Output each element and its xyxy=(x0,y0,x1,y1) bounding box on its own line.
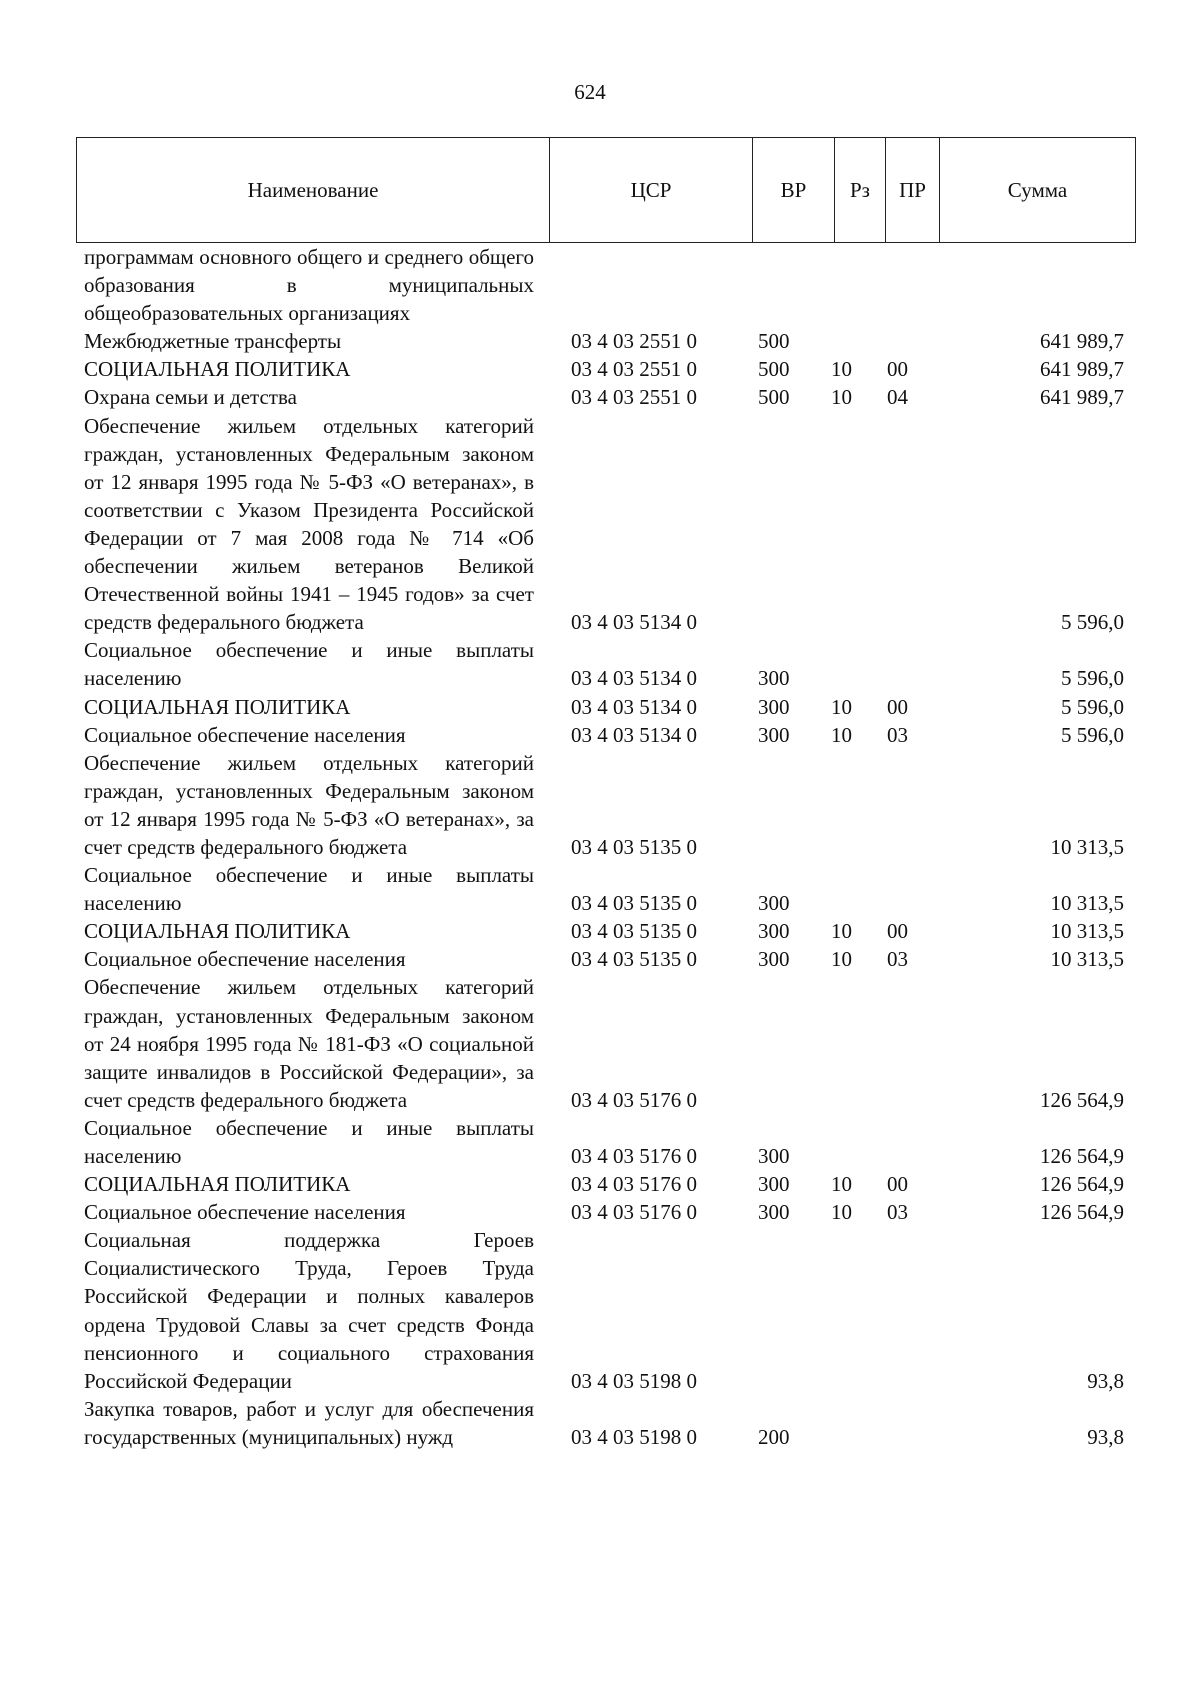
header-vr: ВР xyxy=(753,138,835,243)
row-name: Социальное обеспечение населения xyxy=(84,722,406,747)
row-sum: 5 596,0 xyxy=(1061,694,1124,719)
row-name: Социальное обеспечение и иные выплаты населению xyxy=(84,638,534,691)
row-sum: 5 596,0 xyxy=(1061,610,1124,635)
table-row xyxy=(84,721,1124,749)
table-row xyxy=(84,861,1124,917)
row-name: Закупка товаров, работ и услуг для обеспечения государственных (муниципальных) нужд xyxy=(84,1396,534,1449)
row-pr: 00 xyxy=(887,357,908,382)
row-sum: 10 313,5 xyxy=(1050,891,1124,916)
row-pr: 03 xyxy=(887,947,908,972)
header-pr: ПР xyxy=(886,138,940,243)
table-row xyxy=(84,1114,1124,1170)
row-rz: 10 xyxy=(831,1172,852,1197)
row-name: Социальная поддержка Героев Социалистического Труда, Героев Труда Российской Федерации и полных кавалеров ордена Трудовой Славы за счет средств Фонда пенсионного и социального страхования Российской Федерации xyxy=(84,1228,534,1393)
row-sum: 641 989,7 xyxy=(1040,329,1124,354)
row-csr: 03 4 03 5135 0 xyxy=(571,834,697,859)
row-name: Обеспечение жильем отдельных категорий граждан, установленных Федеральным законом от 24 ноября 1995 года № 181-ФЗ «О социальной защите инвалидов в Российской Федерации», за счет средств федерального бюджета xyxy=(84,975,534,1112)
row-csr: 03 4 03 5198 0 xyxy=(571,1368,697,1393)
row-pr: 03 xyxy=(887,722,908,747)
table-row xyxy=(84,1170,1124,1198)
row-sum: 10 313,5 xyxy=(1050,834,1124,859)
row-vr: 300 xyxy=(758,919,790,944)
row-csr: 03 4 03 5134 0 xyxy=(571,722,697,747)
row-sum: 5 596,0 xyxy=(1061,722,1124,747)
row-name: СОЦИАЛЬНАЯ ПОЛИТИКА xyxy=(84,1172,351,1197)
row-vr: 500 xyxy=(758,385,790,410)
row-sum: 126 564,9 xyxy=(1040,1087,1124,1112)
row-csr: 03 4 03 2551 0 xyxy=(571,329,697,354)
row-sum: 641 989,7 xyxy=(1040,357,1124,382)
table-row xyxy=(84,945,1124,973)
row-pr: 03 xyxy=(887,1200,908,1225)
header-rz: Рз xyxy=(835,138,886,243)
row-name: СОЦИАЛЬНАЯ ПОЛИТИКА xyxy=(84,694,351,719)
row-sum: 93,8 xyxy=(1087,1424,1124,1449)
row-name: Обеспечение жильем отдельных категорий граждан, установленных Федеральным законом от 12 января 1995 года № 5-ФЗ «О ветеранах», в соответствии с Указом Президента Российской Федерации от 7 мая 2008 года № 714 «Об обеспечении жильем ветеранов Великой Отечественной войны 1941 – 1945 годов» за счет средств федерального бюджета xyxy=(84,413,534,635)
row-csr: 03 4 03 5135 0 xyxy=(571,891,697,916)
row-name: Социальное обеспечение и иные выплаты населению xyxy=(84,1115,534,1168)
row-vr: 300 xyxy=(758,666,790,691)
row-sum: 5 596,0 xyxy=(1061,666,1124,691)
row-name: Обеспечение жильем отдельных категорий граждан, установленных Федеральным законом от 12 января 1995 года № 5-ФЗ «О ветеранах», за счет средств федерального бюджета xyxy=(84,750,534,859)
row-rz: 10 xyxy=(831,357,852,382)
row-sum: 126 564,9 xyxy=(1040,1172,1124,1197)
table-row xyxy=(84,383,1124,411)
table-row xyxy=(84,749,1124,861)
row-csr: 03 4 03 5176 0 xyxy=(571,1087,697,1112)
row-rz: 10 xyxy=(831,694,852,719)
row-csr: 03 4 03 5176 0 xyxy=(571,1200,697,1225)
row-csr: 03 4 03 5134 0 xyxy=(571,610,697,635)
row-csr: 03 4 03 5135 0 xyxy=(571,947,697,972)
row-vr: 300 xyxy=(758,1144,790,1168)
row-name: Охрана семьи и детства xyxy=(84,385,297,410)
row-name: Межбюджетные трансферты xyxy=(84,329,342,354)
table-row xyxy=(84,973,1124,1113)
row-vr: 500 xyxy=(758,329,790,354)
row-rz: 10 xyxy=(831,385,852,410)
table-row xyxy=(84,243,1124,327)
row-pr: 00 xyxy=(887,919,908,944)
table-row xyxy=(84,327,1124,355)
row-sum: 126 564,9 xyxy=(1040,1200,1124,1225)
row-csr: 03 4 03 2551 0 xyxy=(571,357,697,382)
row-sum: 10 313,5 xyxy=(1050,947,1124,972)
row-name: Социальное обеспечение населения xyxy=(84,947,406,972)
row-vr: 300 xyxy=(758,694,790,719)
row-sum: 641 989,7 xyxy=(1040,385,1124,410)
table-row xyxy=(84,412,1124,637)
header-name: Наименование xyxy=(77,138,550,243)
row-csr: 03 4 03 5134 0 xyxy=(571,666,697,691)
table-body xyxy=(84,243,1124,1451)
row-rz: 10 xyxy=(831,947,852,972)
row-name: СОЦИАЛЬНАЯ ПОЛИТИКА xyxy=(84,919,351,944)
row-vr: 300 xyxy=(758,891,790,916)
row-csr: 03 4 03 5134 0 xyxy=(571,694,697,719)
row-csr: 03 4 03 2551 0 xyxy=(571,385,697,410)
header-csr: ЦСР xyxy=(550,138,753,243)
row-rz: 10 xyxy=(831,1200,852,1225)
table-row xyxy=(84,1198,1124,1226)
row-pr: 00 xyxy=(887,1172,908,1197)
table-header xyxy=(76,137,1136,243)
row-vr: 500 xyxy=(758,357,790,382)
row-vr: 300 xyxy=(758,1200,790,1225)
row-vr: 300 xyxy=(758,722,790,747)
table-row xyxy=(84,693,1124,721)
row-pr: 04 xyxy=(887,385,908,410)
row-sum: 10 313,5 xyxy=(1050,919,1124,944)
row-csr: 03 4 03 5176 0 xyxy=(571,1144,697,1168)
row-csr: 03 4 03 5176 0 xyxy=(571,1172,697,1197)
page-number: 624 xyxy=(574,80,606,104)
row-csr: 03 4 03 5198 0 xyxy=(571,1424,697,1449)
row-csr: 03 4 03 5135 0 xyxy=(571,919,697,944)
row-vr: 200 xyxy=(758,1424,790,1449)
row-rz: 10 xyxy=(831,919,852,944)
row-sum: 126 564,9 xyxy=(1040,1144,1124,1168)
header-sum: Сумма xyxy=(940,138,1136,243)
row-name: Социальное обеспечение населения xyxy=(84,1200,406,1225)
table-row xyxy=(84,1226,1124,1395)
row-vr: 300 xyxy=(758,1172,790,1197)
row-name: СОЦИАЛЬНАЯ ПОЛИТИКА xyxy=(84,357,351,382)
table-row xyxy=(84,917,1124,945)
table-row xyxy=(84,1395,1124,1451)
row-rz: 10 xyxy=(831,722,852,747)
row-vr: 300 xyxy=(758,947,790,972)
table-row xyxy=(84,355,1124,383)
row-name: программам основного общего и среднего общего образования в муниципальных общеобразовательных организациях xyxy=(84,245,534,326)
row-name: Социальное обеспечение и иные выплаты населению xyxy=(84,863,534,916)
row-sum: 93,8 xyxy=(1087,1368,1124,1393)
table-row xyxy=(84,636,1124,692)
row-pr: 00 xyxy=(887,694,908,719)
